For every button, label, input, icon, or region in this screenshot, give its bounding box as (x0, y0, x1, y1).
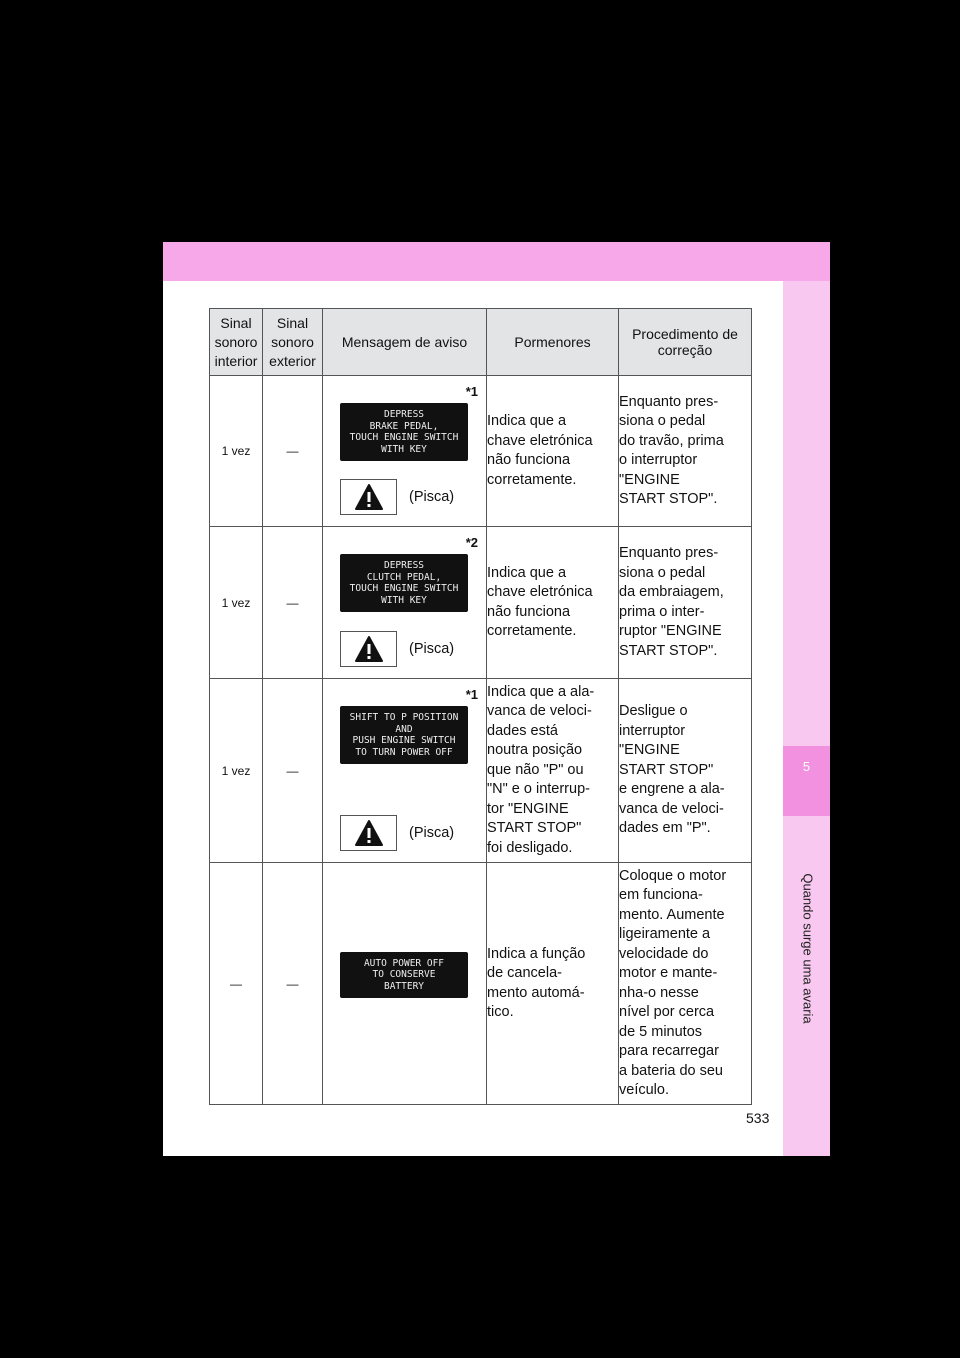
exterior-buzzer-cell: — (263, 527, 323, 679)
warning-triangle-icon (340, 479, 397, 515)
table-row (210, 679, 752, 863)
procedure-line: nível por cerca (619, 1004, 715, 1020)
procedure-line: prima o inter- (619, 603, 705, 620)
details-line: foi desligado. (487, 839, 573, 856)
warning-message-table (209, 308, 752, 1105)
details-line: START STOP" (487, 820, 582, 837)
procedure-line: de 5 minutos (619, 1023, 703, 1040)
header-procedure: Procedimento de correção (619, 309, 752, 376)
warning-message-cell (323, 527, 487, 679)
multi-info-display-message (340, 952, 468, 999)
table-row (210, 863, 752, 1105)
interior-buzzer-cell: 1 vez (210, 527, 263, 679)
details-cell (487, 376, 619, 527)
chapter-marker (783, 746, 830, 816)
procedure-line: velocidade do (619, 945, 709, 962)
chapter-number: 5 (802, 759, 811, 774)
blink-label: (Pisca) (409, 641, 455, 657)
display-line: DEPRESS (383, 560, 425, 571)
procedure-cell (619, 863, 752, 1105)
header-interior-buzzer: Sinal sonoro interior (210, 309, 263, 376)
details-line: mento automá- (487, 984, 585, 1001)
warning-indicator (340, 815, 454, 851)
procedure-line: Desligue o (619, 703, 688, 720)
display-line: AND (395, 723, 413, 735)
display-line: AUTO POWER OFF (363, 957, 445, 969)
display-line: SHIFT TO P POSITION (349, 712, 459, 723)
warning-message-cell (323, 376, 487, 527)
display-line: TOUCH ENGINE SWITCH (349, 583, 459, 594)
procedure-line: START STOP" (619, 761, 714, 778)
interior-buzzer-cell: 1 vez (210, 679, 263, 863)
display-line: WITH KEY (381, 443, 427, 455)
details-line: Indica a função (487, 945, 586, 962)
page-number: 533 (746, 1110, 770, 1126)
procedure-line: Coloque o motor (619, 867, 727, 884)
exterior-buzzer-cell: — (263, 863, 323, 1105)
details-line: vanca de veloci- (487, 703, 592, 720)
header-message: Mensagem de aviso (323, 309, 487, 376)
header-band (163, 242, 830, 281)
procedure-line: Enquanto pres- (619, 545, 719, 561)
procedure-cell (619, 376, 752, 527)
procedure-line: em funciona- (619, 887, 703, 903)
procedure-line: para recarregar (619, 1043, 719, 1059)
details-line: "N" e o interrup- (487, 781, 590, 798)
procedure-line: START STOP". (619, 491, 718, 507)
details-line: Indica que a (487, 413, 567, 429)
display-line: TO TURN POWER OFF (355, 746, 453, 758)
multi-info-display-message (340, 403, 468, 461)
blink-label: (Pisca) (409, 489, 455, 505)
procedure-line: dades em "P". (619, 820, 711, 837)
details-cell (487, 863, 619, 1105)
interior-buzzer-cell: 1 vez (210, 376, 263, 527)
details-line: chave eletrónica (487, 584, 593, 600)
table-row (210, 376, 752, 527)
procedure-line: a bateria do seu (619, 1062, 723, 1079)
procedure-line: vanca de veloci- (619, 800, 724, 817)
warning-triangle-icon (340, 631, 397, 667)
details-line: corretamente. (487, 471, 577, 488)
warning-message-cell (323, 863, 487, 1105)
procedure-line: ruptor "ENGINE (619, 623, 722, 639)
footnote-marker: *2 (465, 535, 478, 550)
details-line: corretamente. (487, 623, 577, 639)
procedure-line: nha-o nesse (619, 984, 699, 1001)
display-line: BATTERY (383, 980, 425, 992)
procedure-line: veículo. (619, 1082, 669, 1098)
details-line: tico. (487, 1004, 514, 1020)
warning-message-cell (323, 679, 487, 863)
procedure-line: do travão, prima (619, 432, 724, 449)
blink-label: (Pisca) (409, 825, 455, 841)
procedure-line: Enquanto pres- (619, 393, 719, 410)
table-row (210, 527, 752, 679)
exterior-buzzer-cell: — (263, 679, 323, 863)
procedure-line: "ENGINE (619, 471, 680, 488)
display-line: TOUCH ENGINE SWITCH (349, 432, 459, 443)
footnote-marker: *1 (465, 687, 478, 702)
details-line: não funciona (487, 603, 571, 620)
footnote-marker: *1 (465, 384, 478, 399)
details-line: noutra posição (487, 742, 583, 759)
table-header-row (210, 309, 752, 376)
header-details: Pormenores (487, 309, 619, 376)
procedure-line: ligeiramente a (619, 926, 711, 942)
details-line: de cancela- (487, 965, 562, 981)
procedure-line: "ENGINE (619, 742, 680, 759)
procedure-line: START STOP". (619, 642, 718, 659)
details-line: Indica que a ala- (487, 683, 595, 700)
chapter-title: Quando surge uma avaria (800, 873, 816, 1024)
multi-info-display-message (340, 706, 468, 764)
procedure-cell (619, 679, 752, 863)
details-cell (487, 679, 619, 863)
details-cell (487, 527, 619, 679)
procedure-line: da embraiagem, (619, 584, 724, 600)
procedure-line: interruptor (619, 722, 686, 739)
details-line: chave eletrónica (487, 432, 593, 449)
warning-triangle-icon (340, 815, 397, 851)
exterior-buzzer-cell: — (263, 376, 323, 527)
side-tab (783, 281, 830, 1156)
display-line: PUSH ENGINE SWITCH (352, 735, 456, 746)
procedure-line: motor e mante- (619, 965, 718, 981)
warning-indicator (340, 631, 454, 667)
display-line: TO CONSERVE (372, 969, 436, 980)
display-line: WITH KEY (381, 594, 427, 606)
display-line: CLUTCH PEDAL, (366, 571, 442, 583)
details-line: tor "ENGINE (487, 800, 569, 817)
details-line: que não "P" ou (487, 761, 584, 778)
warning-indicator (340, 479, 454, 515)
procedure-line: siona o pedal (619, 564, 706, 581)
procedure-cell (619, 527, 752, 679)
details-line: dades está (487, 722, 558, 739)
details-line: Indica que a (487, 564, 567, 581)
procedure-line: e engrene a ala- (619, 781, 725, 798)
procedure-line: siona o pedal (619, 413, 706, 429)
interior-buzzer-cell: — (210, 863, 263, 1105)
display-line: BRAKE PEDAL, (369, 420, 439, 432)
procedure-line: mento. Aumente (619, 906, 725, 923)
multi-info-display-message (340, 554, 468, 612)
procedure-line: o interruptor (619, 452, 698, 468)
display-line: DEPRESS (383, 409, 425, 420)
details-line: não funciona (487, 452, 571, 468)
header-exterior-buzzer: Sinal sonoro exterior (263, 309, 323, 376)
